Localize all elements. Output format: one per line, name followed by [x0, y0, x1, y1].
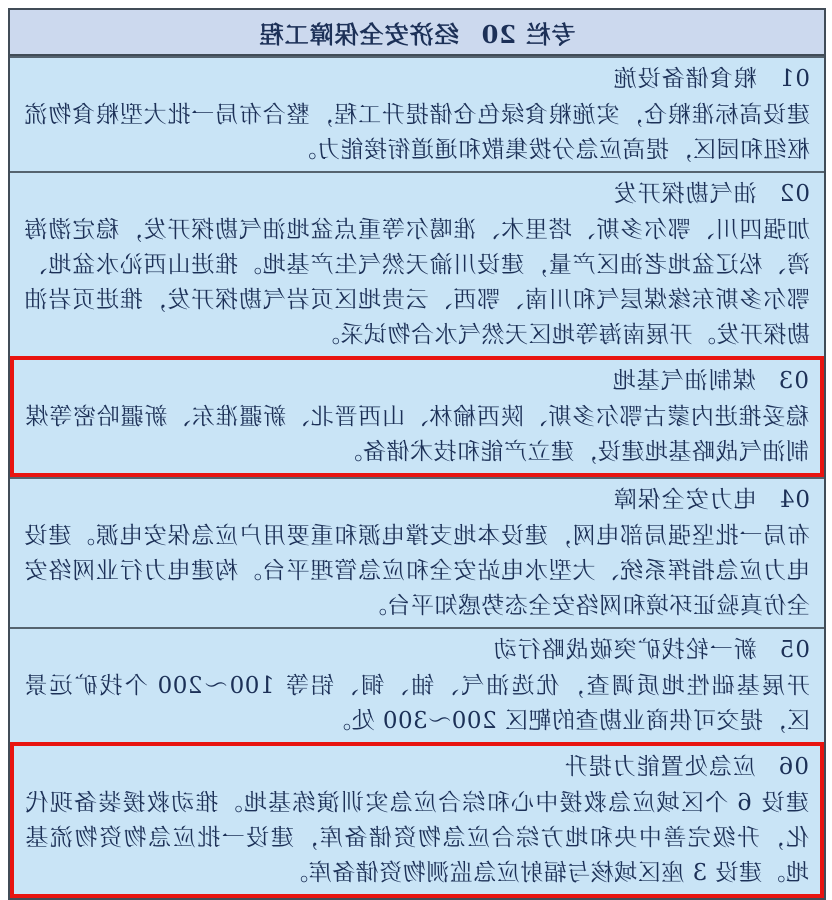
section-body: 建设高标准粮仓，实施粮食绿色仓储提升工程，整合布局一批大型粮食物流枢纽和园区，提高应急分拨集散和通道衔接能力。 — [24, 102, 810, 163]
section-oil-gas-exploration — [10, 171, 824, 356]
section-number: 03 — [777, 368, 809, 394]
section-heading — [25, 749, 809, 786]
section-body: 加强四川、鄂尔多斯、塔里木、准噶尔等重点盆地油气勘探开发，稳定渤海湾、松辽盆地老油区产量，建设川渝天然气生产基地。推进山西沁水盆地、鄂尔多斯东缘煤层气和川南、鄂西、云贵地区页岩气勘探开发，推进页岩油勘探开发。开展南海等地区天然气水合物试采。 — [24, 217, 810, 348]
column-title-bar — [10, 10, 824, 56]
section-heading-text: 粮食储备设施 — [612, 66, 757, 92]
section-mineral-prospecting — [10, 627, 824, 742]
section-heading — [24, 176, 810, 213]
section-body: 开展基础性地质调查，优选油气、铀、铜、铝等 100～200 个找矿远景区，提交可供商业勘查的靶区 200～300 处。 — [24, 673, 810, 734]
section-grain-storage — [10, 56, 824, 171]
section-number: 04 — [778, 487, 810, 513]
section-heading — [24, 632, 810, 669]
column-title-text: 经济安全保障工程 — [258, 19, 459, 49]
section-power-security — [10, 477, 824, 627]
section-heading-text: 应急处置能力提升 — [563, 754, 756, 780]
section-heading — [24, 61, 810, 98]
section-heading-text: 电力安全保障 — [612, 487, 757, 513]
section-heading-text: 新一轮找矿突破战略行动 — [492, 637, 757, 663]
section-heading — [24, 482, 810, 519]
section-coal-to-oil-gas-base — [10, 356, 824, 477]
section-number: 05 — [778, 637, 810, 663]
section-number: 01 — [778, 66, 810, 92]
section-emergency-response-capability — [10, 742, 824, 898]
column-label: 专栏 20 — [480, 19, 576, 49]
section-heading-text: 煤制油气基地 — [611, 368, 756, 394]
section-heading-text: 油气勘探开发 — [612, 181, 757, 207]
section-number: 02 — [778, 181, 810, 207]
section-body: 建设 6 个区域应急救援中心和综合应急实训演练基地。推动救援装备现代化，升级完善中央和地方综合应急物资储备库，建设一批应急物资物流基地。建设 3 座区域核与辐射应急监测物资储备库。 — [25, 790, 809, 886]
section-body: 稳妥推进内蒙古鄂尔多斯、陕西榆林、山西晋北、新疆准东、新疆哈密等煤制油气战略基地建设，建立产能和技术储备。 — [25, 404, 809, 465]
section-number: 06 — [777, 754, 809, 780]
section-heading — [25, 363, 809, 400]
column-table — [8, 8, 826, 900]
section-body: 布局一批坚强局部电网，建设本地支撑电源和重要用户应急保安电源。建设电力应急指挥系统、大型水电站安全和应急管理平台。构建电力行业网络安全仿真验证环境和网络安全态势感知平台。 — [24, 523, 810, 619]
